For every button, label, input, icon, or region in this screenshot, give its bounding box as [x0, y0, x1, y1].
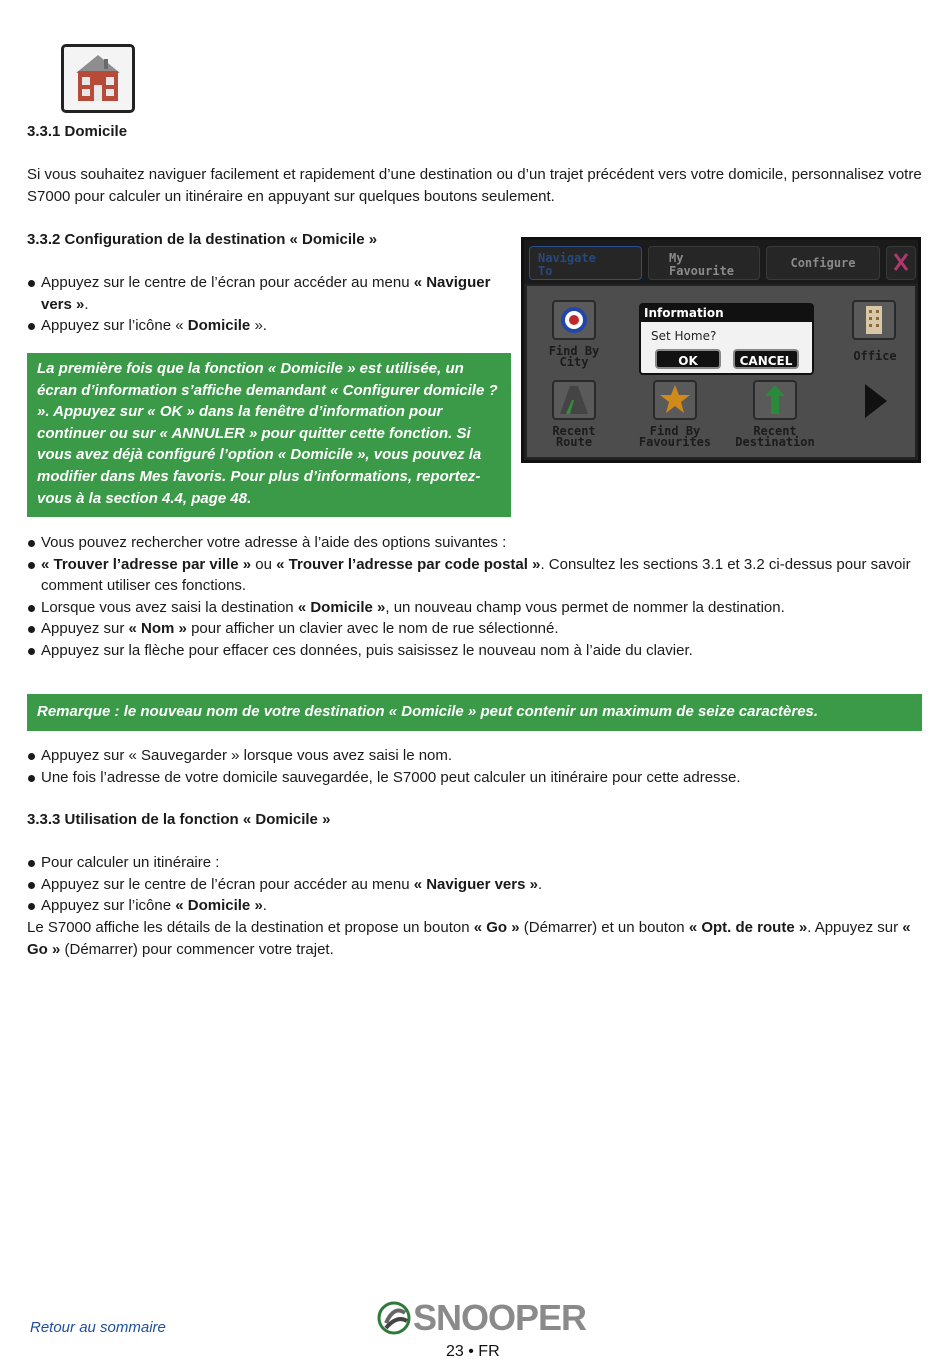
- home-icon: [61, 44, 135, 113]
- dialog-title: Information: [641, 305, 812, 322]
- page-number: 23 • FR: [446, 1343, 500, 1360]
- usage-steps-list: [27, 852, 922, 917]
- office-icon: [852, 300, 896, 340]
- remark-box: [27, 694, 922, 731]
- list-item: Appuyez sur le centre de l’écran pour accéder au menu « Naviguer vers ».: [27, 874, 922, 896]
- search-options-list: [27, 532, 922, 662]
- list-item: Une fois l’adresse de votre domicile sauvegardée, le S7000 peut calculer un itinéraire pour cette adresse.: [27, 767, 922, 789]
- find-by-city-label: Find By City: [548, 344, 600, 369]
- arrows-icon: [753, 380, 797, 420]
- gps-menu-body: [527, 286, 915, 457]
- list-item: Appuyez sur l’icône « Domicile ».: [27, 315, 500, 337]
- route-icon: [552, 380, 596, 420]
- tab-navigate-to: Navigate To: [529, 246, 642, 280]
- section-heading-332: 3.3.2 Configuration de la destination « Domicile »: [27, 231, 378, 248]
- remark-text: Remarque : le nouveau nom de votre destination « Domicile » peut contenir un maximum de seize caractères.: [37, 703, 819, 720]
- brand-name: SNOOPER: [413, 1297, 587, 1338]
- close-icon: [886, 246, 916, 280]
- list-item: « Trouver l’adresse par ville » ou « Trouver l’adresse par code postal ». Consultez les sections 3.1 et 3.2 ci-dessus pour savoir comment utiliser ces fonctions.: [27, 554, 922, 597]
- snooper-logo: [377, 1297, 587, 1338]
- section-heading-331: 3.3.1 Domicile: [27, 123, 128, 140]
- target-icon: [552, 300, 596, 340]
- list-item: Lorsque vous avez saisi la destination « Domicile », un nouveau champ vous permet de nommer la destination.: [27, 597, 922, 619]
- recent-destination-label: Recent Destination: [735, 424, 815, 449]
- final-paragraph: Le S7000 affiche les détails de la destination et propose un bouton « Go » (Démarrer) et un bouton « Opt. de route ». Appuyez sur « Go » (Démarrer) pour commencer votre trajet.: [27, 919, 911, 958]
- cancel-button: CANCEL: [733, 349, 799, 369]
- list-item: Vous pouvez rechercher votre adresse à l’aide des options suivantes :: [27, 532, 922, 554]
- office-label: Office: [853, 349, 897, 363]
- save-steps-list: [27, 745, 922, 788]
- next-arrow-icon: [863, 382, 889, 424]
- section-heading-333: 3.3.3 Utilisation de la fonction « Domicile »: [27, 811, 331, 828]
- recent-route-label: Recent Route: [552, 424, 596, 449]
- ok-button: OK: [655, 349, 721, 369]
- intro-paragraph: Si vous souhaitez naviguer facilement et rapidement d’une destination ou d’un trajet précédent vers votre domicile, personnalisez votre S7000 pour calculer un itinéraire en appuyant sur quelques boutons seulement.: [27, 166, 922, 205]
- list-item: Appuyez sur « Sauvegarder » lorsque vous avez saisi le nom.: [27, 745, 922, 767]
- back-to-contents-link[interactable]: Retour au sommaire: [30, 1319, 166, 1336]
- snooper-logo-icon: [377, 1301, 411, 1335]
- info-note-box: [27, 353, 511, 517]
- dialog-message: Set Home?: [651, 329, 717, 343]
- info-note-text: La première fois que la fonction « Domicile » est utilisée, un écran d’information s’affiche demandant « Configurer domicile ? ». Appuyez sur « OK » dans la fenêtre d’information pour continuer ou sur « ANNULER » pour quitter cette fonction. Si vous avez déjà configuré l’option « Domicile », vous pouvez la modifier dans Mes favoris. Pour plus d’informations, reportez-vous à la section 4.4, page 48.: [37, 360, 498, 507]
- list-item: Appuyez sur l’icône « Domicile ».: [27, 895, 922, 917]
- star-icon: [653, 380, 697, 420]
- gps-menu-bar: [524, 240, 918, 284]
- list-item: Appuyez sur le centre de l’écran pour accéder au menu « Naviguer vers ».: [27, 272, 500, 315]
- list-item: Appuyez sur la flèche pour effacer ces données, puis saisissez le nouveau nom à l’aide du clavier.: [27, 640, 922, 662]
- config-steps-list: [27, 272, 500, 337]
- tab-configure: Configure: [766, 246, 880, 280]
- gps-screenshot: [521, 237, 921, 463]
- tab-my-favourite: My Favourite: [648, 246, 760, 280]
- list-item: Appuyez sur « Nom » pour afficher un clavier avec le nom de rue sélectionné.: [27, 618, 922, 640]
- set-home-dialog: [639, 303, 814, 375]
- find-by-favourites-label: Find By Favourites: [638, 424, 712, 449]
- list-item: Pour calculer un itinéraire :: [27, 852, 922, 874]
